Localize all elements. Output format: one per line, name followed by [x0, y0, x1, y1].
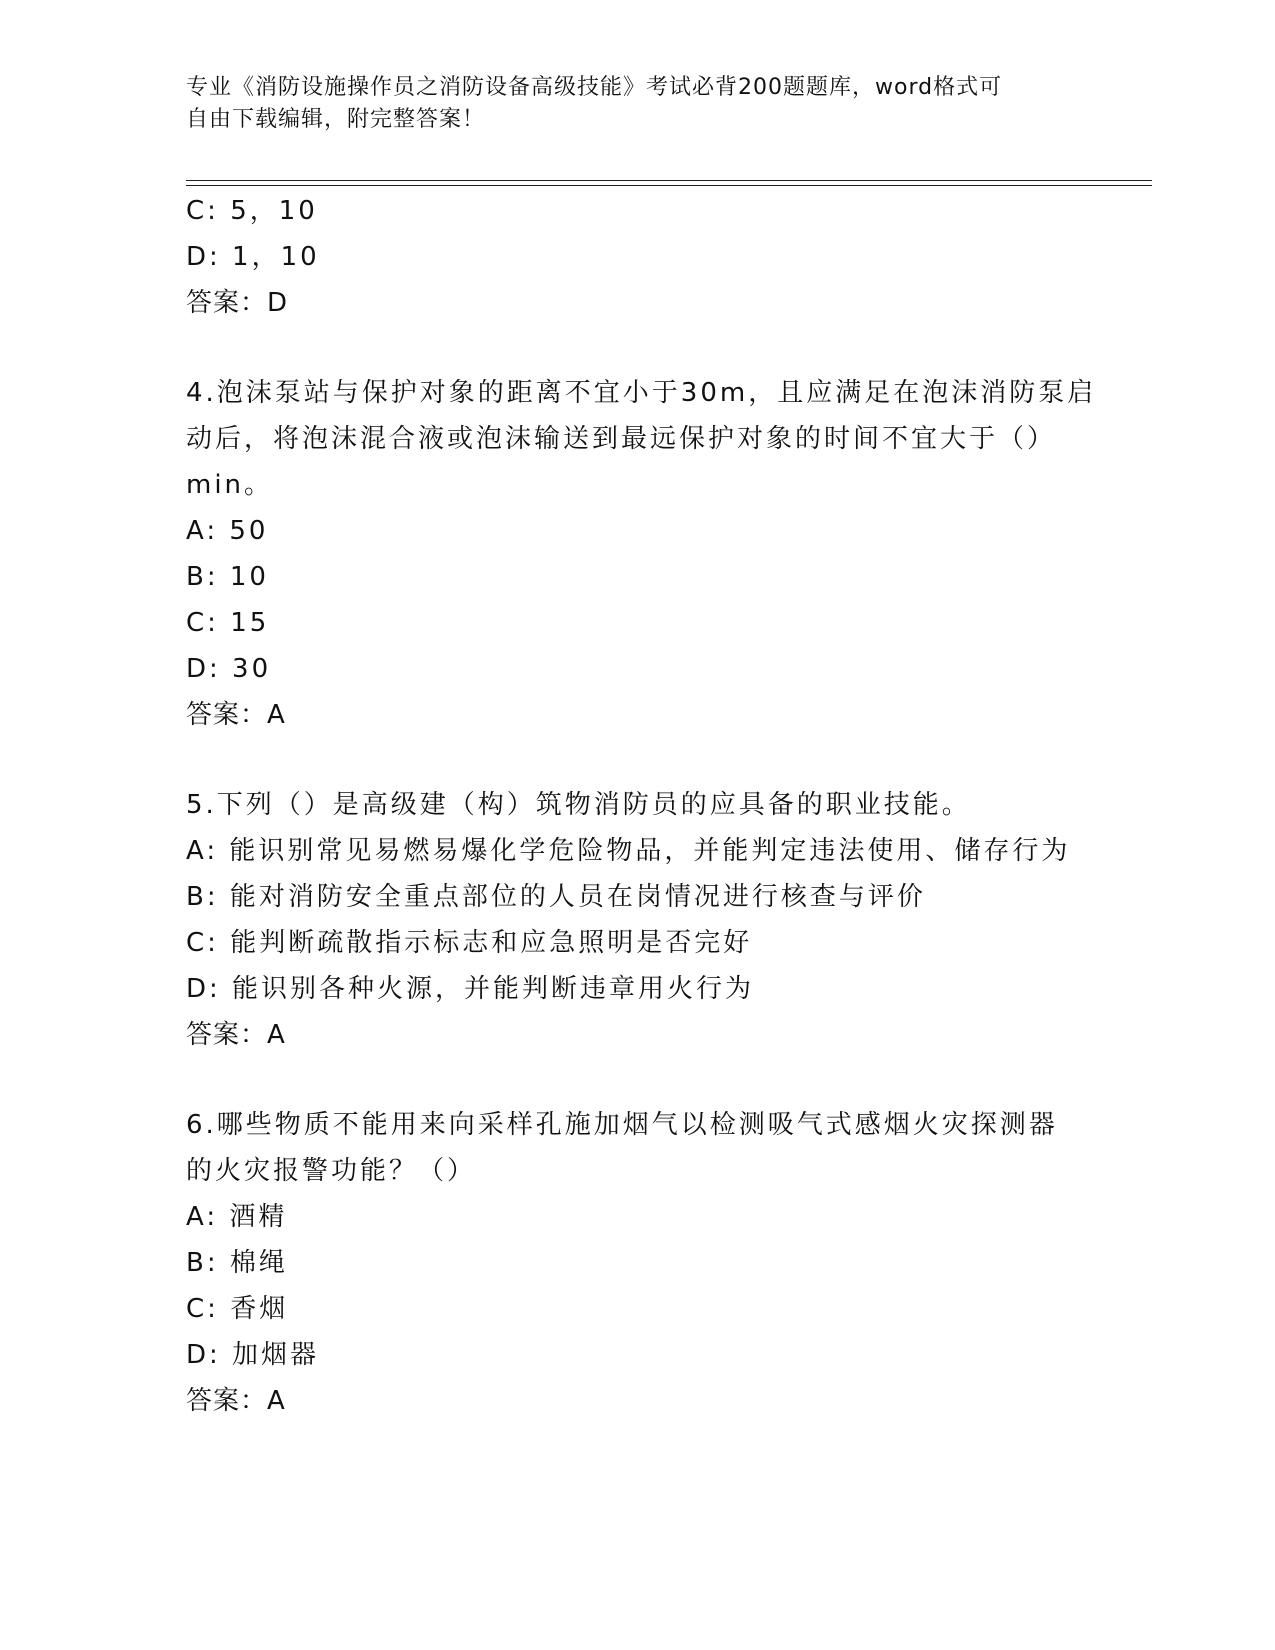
option-text: 10: [229, 562, 269, 592]
answer-line: 答案：A: [186, 700, 286, 730]
spacer: [186, 326, 1086, 370]
option-a: [186, 1194, 1086, 1240]
previous-question-tail: [186, 188, 1086, 326]
option-text: 能识别各种火源，并能判断违章用火行为: [232, 974, 755, 1004]
question-stem-line: 6.哪些物质不能用来向采样孔施加烟气以检测吸气式感烟火灾探测器: [186, 1110, 1058, 1140]
header-divider-top: [186, 180, 1152, 181]
question-4: [186, 370, 1097, 738]
question-stem-line: 4.泡沫泵站与保护对象的距离不宜小于30m，且应满足在泡沫消防泵启: [186, 378, 1097, 408]
answer-line: 答案：D: [186, 288, 289, 318]
spacer: [186, 1058, 1086, 1102]
option-text: 能判断疏散指示标志和应急照明是否完好: [230, 928, 753, 958]
option-letter: C:: [186, 928, 219, 958]
option-a: [186, 828, 1086, 874]
question-6: [186, 1102, 1086, 1424]
option-text: 酒精: [229, 1202, 288, 1232]
option-c: [186, 188, 1086, 234]
option-b: [186, 554, 1086, 600]
option-b: [186, 874, 1086, 920]
option-letter: B:: [186, 882, 219, 912]
header-title-line-1: 专业《消防设施操作员之消防设备高级技能》考试必背200题题库，word格式可: [186, 75, 1003, 100]
option-letter: D:: [186, 974, 221, 1004]
option-d: [186, 234, 1086, 280]
option-text: 1，10: [232, 242, 320, 272]
spacer: [186, 738, 1086, 782]
question-stem-line: 动后，将泡沫混合液或泡沫输送到最远保护对象的时间不宜大于（）: [186, 424, 1057, 454]
option-text: 能识别常见易燃易爆化学危险物品，并能判定违法使用、储存行为: [229, 836, 1071, 866]
document-header: [186, 72, 1086, 136]
option-a: [186, 508, 1086, 554]
option-c: [186, 600, 1086, 646]
option-d: [186, 966, 1086, 1012]
option-text: 香烟: [230, 1294, 289, 1324]
option-b: [186, 1240, 1086, 1286]
option-letter: A:: [186, 516, 219, 546]
option-d: [186, 1332, 1086, 1378]
option-c: [186, 920, 1086, 966]
option-letter: D:: [186, 242, 221, 272]
option-letter: D:: [186, 1340, 221, 1370]
option-letter: C:: [186, 196, 219, 226]
option-text: 15: [230, 608, 270, 638]
option-text: 加烟器: [232, 1340, 320, 1370]
option-letter: D:: [186, 654, 221, 684]
option-text: 能对消防安全重点部位的人员在岗情况进行核查与评价: [229, 882, 926, 912]
option-letter: C:: [186, 1294, 219, 1324]
header-divider-bottom: [186, 185, 1152, 186]
answer-line: 答案：A: [186, 1020, 286, 1050]
option-c: [186, 1286, 1086, 1332]
option-letter: B:: [186, 1248, 219, 1278]
option-text: 棉绳: [229, 1248, 288, 1278]
option-d: [186, 646, 1086, 692]
option-letter: B:: [186, 562, 219, 592]
question-stem-line: 的火灾报警功能？（）: [186, 1156, 477, 1186]
option-text: 30: [232, 654, 272, 684]
answer-line: 答案：A: [186, 1386, 286, 1416]
option-text: 5，10: [230, 196, 318, 226]
question-stem-line: 5.下列（）是高级建（构）筑物消防员的应具备的职业技能。: [186, 790, 971, 820]
option-letter: A:: [186, 1202, 219, 1232]
option-letter: A:: [186, 836, 219, 866]
question-list: [186, 188, 1097, 1424]
header-title-line-2: 自由下载编辑，附完整答案！: [186, 107, 486, 132]
option-text: 50: [229, 516, 269, 546]
option-letter: C:: [186, 608, 219, 638]
question-stem-line: min。: [186, 470, 274, 500]
question-5: [186, 782, 1086, 1058]
